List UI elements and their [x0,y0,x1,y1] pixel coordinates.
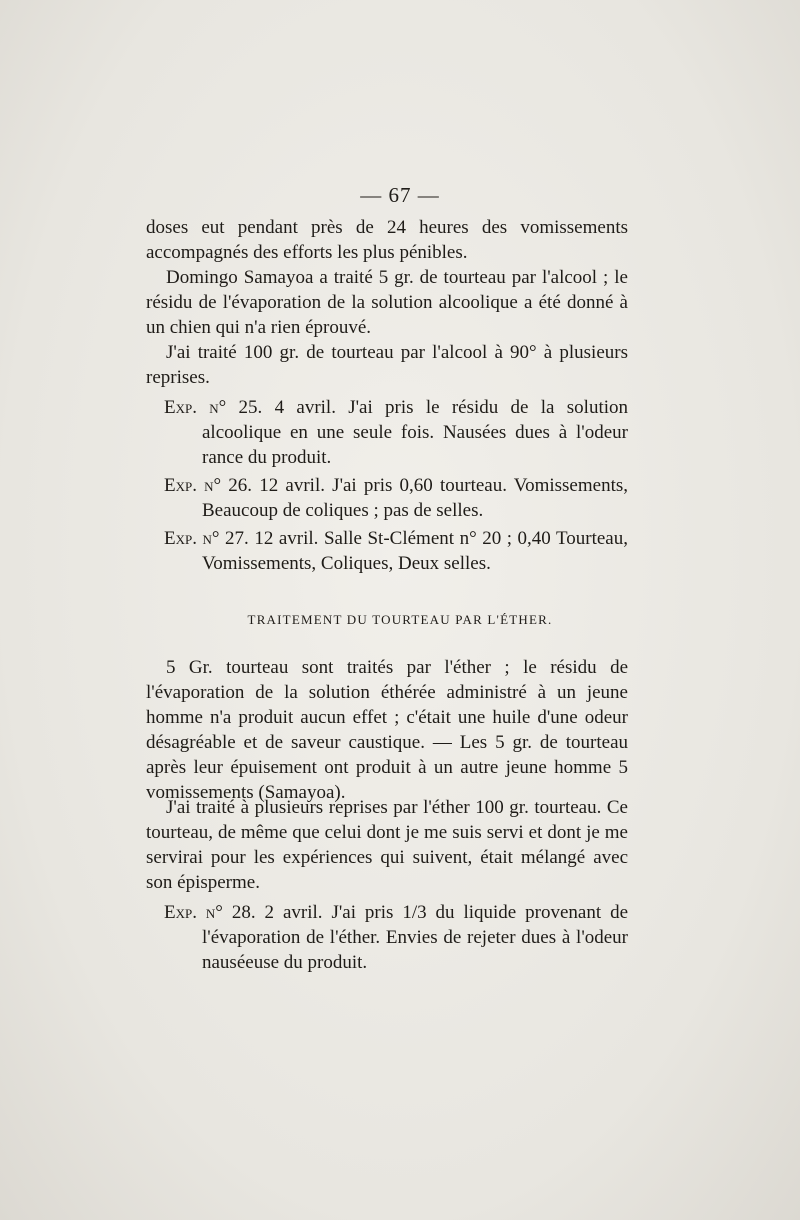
experiment-25 [164,395,628,470]
experiment-26 [164,473,628,523]
paragraph-continuation: doses eut pendant près de 24 heures des vomissements accompagnés des efforts les plus pénibles. [146,217,628,263]
exp-text: 12 avril. J'ai pris 0,60 tourteau. Vomissements, Beaucoup de coliques ; pas de selles. [202,475,628,521]
paragraph-5gr: 5 Gr. tourteau sont traités par l'éther ; le résidu de l'évaporation de la solution éthérée administré à un jeune homme n'a produit aucun effet ; c'était une huile d'une odeur désagréable et de saveur caustique. — Les 5 gr. de tourteau après leur épuisement ont produit à un autre jeune homme 5 vomissements (Samayoa). [146,657,628,803]
exp-label: Exp. n° 28. [164,902,256,923]
paragraph-domingo: Domingo Samayoa a traité 5 gr. de tourteau par l'alcool ; le résidu de l'évaporation de la solution alcoolique a été donné à un chien qui n'a rien éprouvé. [146,267,628,338]
paragraph-traite-ether: J'ai traité à plusieurs reprises par l'éther 100 gr. tourteau. Ce tourteau, de même que celui dont je me suis servi et dont je me servirai pour les expériences qui suivent, était mélangé avec son épisperme. [146,797,628,893]
section-heading: TRAITEMENT DU TOURTEAU PAR L'ÉTHER. [247,612,553,627]
exp-text: 4 avril. J'ai pris le résidu de la solution alcoolique en une seule fois. Nausées dues à l'odeur rance du produit. [202,397,629,468]
experiment-27 [164,526,628,576]
exp-label: Exp. n° 26. [164,475,253,496]
paragraph-traite-100: J'ai traité 100 gr. de tourteau par l'alcool à 90° à plusieurs reprises. [146,342,628,388]
exp-text: 12 avril. Salle St-Clément n° 20 ; 0,40 Tourteau, Vomissements, Coliques, Deux selles. [202,528,628,574]
page-number: — 67 — [360,183,440,207]
exp-label: Exp. n° 25. [164,397,263,418]
exp-text: 2 avril. J'ai pris 1/3 du liquide provenant de l'évaporation de l'éther. Envies de rejeter dues à l'odeur nauséeuse du produit. [202,902,628,973]
experiment-28 [164,900,628,975]
exp-label: Exp. n° 27. [164,528,249,549]
